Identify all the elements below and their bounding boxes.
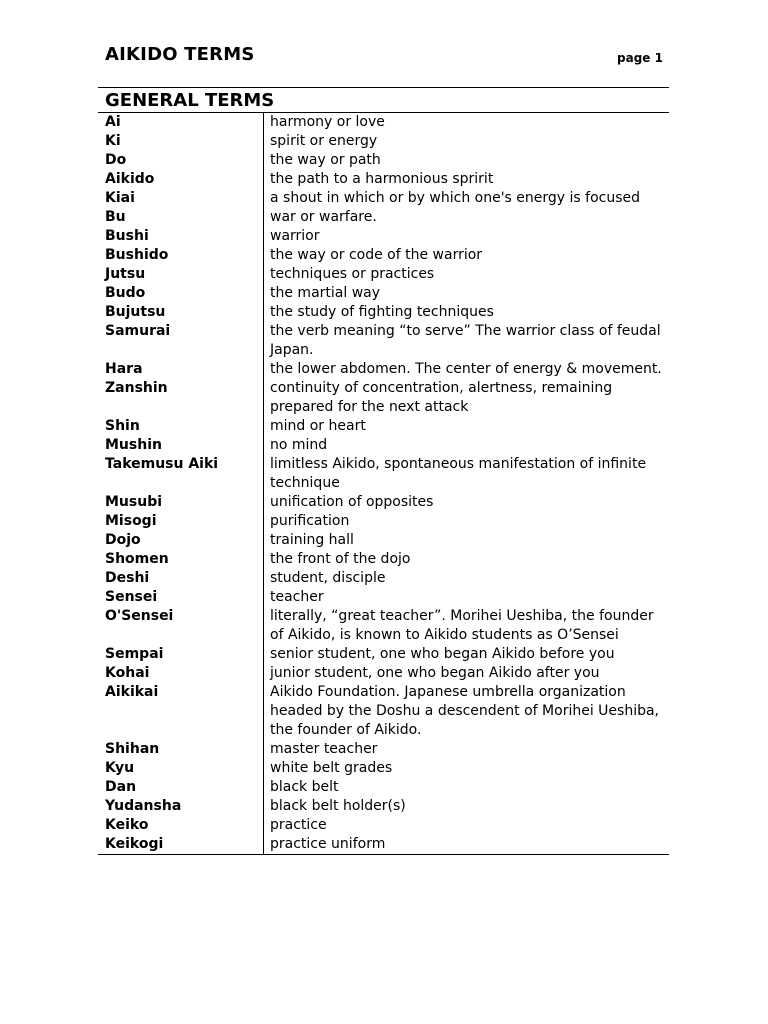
- term-cell: Samurai: [98, 322, 264, 360]
- definition-cell: the martial way: [270, 285, 381, 301]
- definition-cell: literally, “great teacher”. Morihei Ueshiba, the founder of Aikido, is known to Aikido students as O’Sensei: [270, 608, 654, 643]
- definition-cell: senior student, one who began Aikido before you: [270, 646, 615, 662]
- term-cell: Kyu: [98, 759, 264, 778]
- definition-cell: limitless Aikido, spontaneous manifestation of infinite technique: [270, 456, 647, 491]
- definition-cell: the path to a harmonious spririt: [270, 171, 494, 187]
- table-row: [98, 740, 669, 759]
- table-row: [98, 645, 669, 664]
- table-row: [98, 132, 669, 151]
- definition-cell: junior student, one who began Aikido after you: [270, 665, 600, 681]
- definition-cell: practice uniform: [264, 835, 670, 855]
- term-cell: O'Sensei: [98, 607, 264, 645]
- term-cell: Do: [98, 151, 264, 170]
- definition-cell: the study of fighting techniques: [270, 304, 494, 320]
- definition-cell: no mind: [270, 437, 328, 453]
- term-cell: Dojo: [98, 531, 264, 550]
- definition-cell: continuity of concentration, alertness, remaining prepared for the next attack: [270, 380, 613, 415]
- term-cell: Musubi: [98, 493, 264, 512]
- table-row: [98, 797, 669, 816]
- term-cell: Deshi: [98, 569, 264, 588]
- table-row: [98, 322, 669, 360]
- term-cell: Bujutsu: [98, 303, 264, 322]
- term-cell: Kiai: [98, 189, 264, 208]
- definition-cell: black belt holder(s): [270, 798, 406, 814]
- definition-cell: harmony or love: [270, 114, 385, 130]
- section-header-row: [98, 88, 669, 113]
- definition-cell: the way or path: [270, 152, 381, 168]
- definition-cell: the front of the dojo: [270, 551, 411, 567]
- definition-cell: purification: [270, 513, 350, 529]
- definition-cell: techniques or practices: [270, 266, 435, 282]
- table-row: [98, 816, 669, 835]
- table-row: [98, 208, 669, 227]
- table-row: [98, 265, 669, 284]
- definition-cell: warrior: [270, 228, 320, 244]
- document-title: AIKIDO TERMS: [105, 44, 255, 65]
- table-row: [98, 778, 669, 797]
- glossary-table: [98, 87, 669, 855]
- definition-cell: black belt: [270, 779, 339, 795]
- table-row: [98, 588, 669, 607]
- definition-cell: practice: [270, 817, 327, 833]
- table-row: [98, 360, 669, 379]
- table-row: [98, 759, 669, 778]
- glossary-body: [98, 113, 669, 855]
- term-cell: Keikogi: [98, 835, 264, 855]
- table-row: [98, 284, 669, 303]
- table-row: [98, 151, 669, 170]
- term-cell: Jutsu: [98, 265, 264, 284]
- term-cell: Ki: [98, 132, 264, 151]
- term-cell: Bushido: [98, 246, 264, 265]
- table-row: [98, 569, 669, 588]
- term-cell: Shomen: [98, 550, 264, 569]
- term-cell: Keiko: [98, 816, 264, 835]
- term-cell: Kohai: [98, 664, 264, 683]
- page-number: page 1: [617, 51, 663, 65]
- table-row: [98, 683, 669, 740]
- term-cell: Bushi: [98, 227, 264, 246]
- term-cell: Ai: [98, 113, 264, 133]
- table-row: [98, 664, 669, 683]
- definition-cell: spirit or energy: [270, 133, 378, 149]
- table-row: [98, 246, 669, 265]
- definition-cell: the verb meaning “to serve” The warrior class of feudal Japan.: [270, 323, 661, 358]
- table-row: [98, 227, 669, 246]
- definition-cell: unification of opposites: [270, 494, 434, 510]
- section-heading: GENERAL TERMS: [98, 88, 669, 113]
- term-cell: Mushin: [98, 436, 264, 455]
- definition-cell: training hall: [270, 532, 354, 548]
- term-cell: Dan: [98, 778, 264, 797]
- term-cell: Yudansha: [98, 797, 264, 816]
- term-cell: Hara: [98, 360, 264, 379]
- term-cell: Bu: [98, 208, 264, 227]
- table-row: [98, 189, 669, 208]
- term-cell: Misogi: [98, 512, 264, 531]
- table-row: [98, 303, 669, 322]
- definition-cell: teacher: [270, 589, 324, 605]
- table-row: [98, 436, 669, 455]
- term-cell: Zanshin: [98, 379, 264, 417]
- table-row: [98, 493, 669, 512]
- definition-cell: student, disciple: [270, 570, 386, 586]
- definition-cell: a shout in which or by which one's energy is focused: [270, 190, 641, 206]
- table-row: [98, 550, 669, 569]
- term-cell: Shin: [98, 417, 264, 436]
- table-row: [98, 835, 669, 855]
- definition-cell: white belt grades: [270, 760, 393, 776]
- term-cell: Budo: [98, 284, 264, 303]
- table-row: [98, 379, 669, 417]
- term-cell: Takemusu Aiki: [98, 455, 264, 493]
- definition-cell: Aikido Foundation. Japanese umbrella organization headed by the Doshu a descendent of Morihei Ueshiba, the founder of Aikido.: [270, 684, 659, 738]
- table-row: [98, 170, 669, 189]
- term-cell: Sempai: [98, 645, 264, 664]
- definition-cell: the way or code of the warrior: [270, 247, 483, 263]
- table-row: [98, 531, 669, 550]
- table-row: [98, 417, 669, 436]
- term-cell: Aikido: [98, 170, 264, 189]
- definition-cell: mind or heart: [270, 418, 366, 434]
- definition-cell: the lower abdomen. The center of energy & movement.: [270, 361, 662, 377]
- definition-cell: war or warfare.: [270, 209, 377, 225]
- table-row: [98, 512, 669, 531]
- table-row: [98, 113, 669, 133]
- table-row: [98, 607, 669, 645]
- term-cell: Shihan: [98, 740, 264, 759]
- definition-cell: master teacher: [270, 741, 378, 757]
- term-cell: Aikikai: [98, 683, 264, 740]
- term-cell: Sensei: [98, 588, 264, 607]
- table-row: [98, 455, 669, 493]
